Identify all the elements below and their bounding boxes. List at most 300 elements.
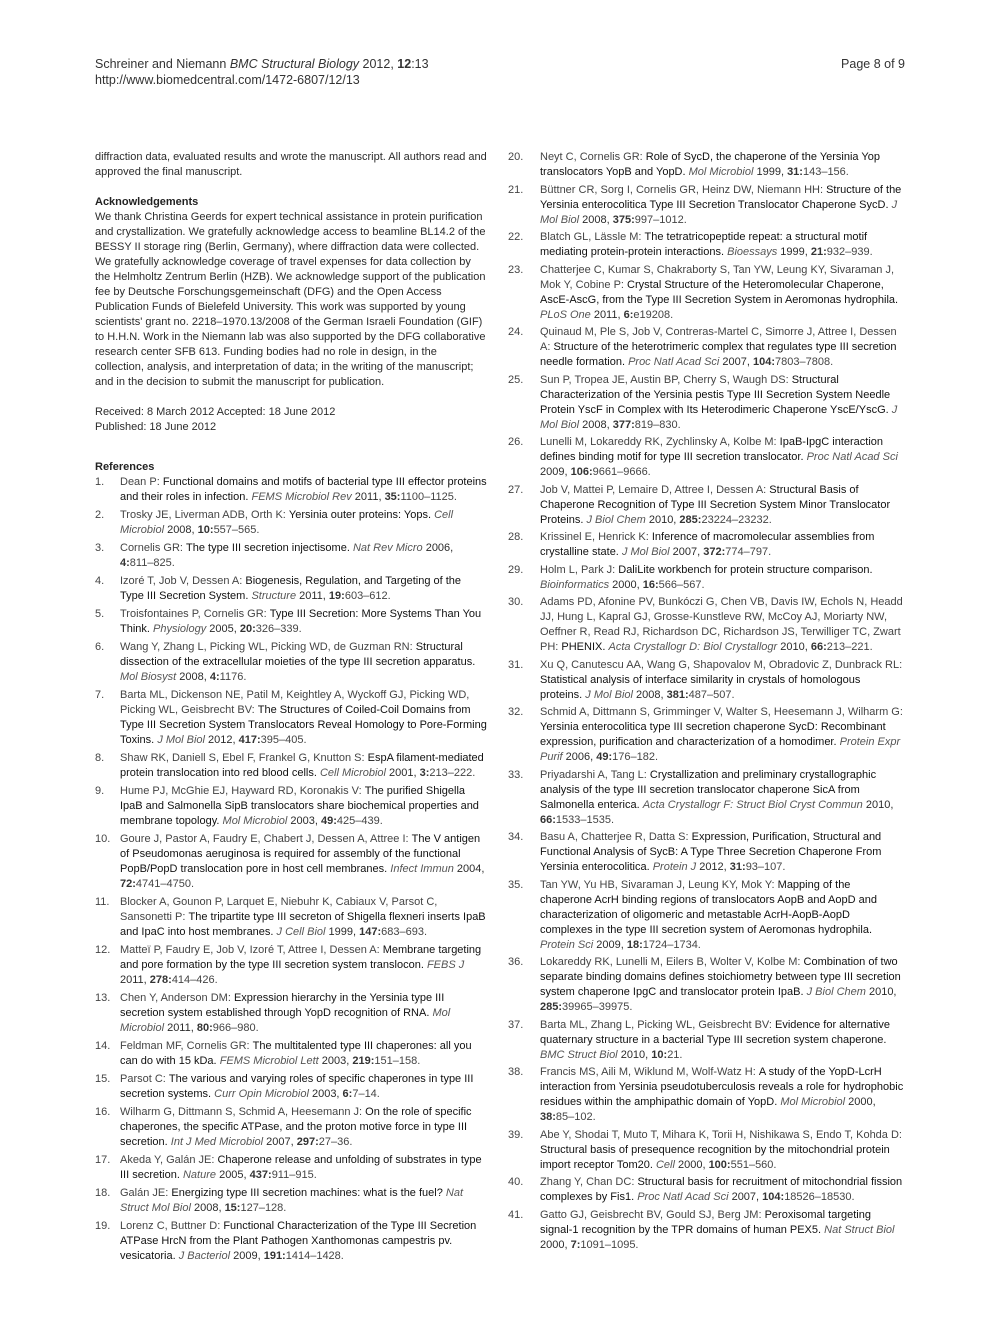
reference-title[interactable]: Type III Secretion: More Systems Than You Think. — [120, 608, 482, 635]
reference-authors: Zhang Y, Chan DC: — [540, 1176, 638, 1188]
reference-volume: 381: — [666, 688, 689, 701]
reference-year: 2003, — [287, 815, 321, 827]
reference-pages: 151–158. — [374, 1055, 421, 1067]
reference-title[interactable]: The tetratricopeptide repeat: a structural motif mediating protein-protein interactions. — [540, 231, 868, 258]
reference-journal: Nat Rev Micro — [352, 542, 423, 554]
reference-journal: J Cell Biol — [276, 926, 326, 938]
reference-year: 2000, — [674, 1158, 709, 1171]
reference-number: 13. — [95, 992, 111, 1004]
reference-pages: 557–565. — [213, 524, 260, 536]
reference-title[interactable]: Statistical analysis of interface similarity in crystals of homologous proteins. — [540, 673, 861, 701]
reference-year: 2006, — [562, 751, 597, 763]
reference-title[interactable]: The multitalented type III chaperones: all you can do with 15 kDa. — [120, 1040, 472, 1067]
reference-number: 12. — [95, 944, 111, 956]
reference-journal: FEBS J — [426, 959, 465, 971]
reference-item — [508, 373, 905, 433]
reference-item — [508, 1018, 905, 1063]
reference-item — [95, 1105, 487, 1150]
reference-journal: J Biol Chem — [806, 986, 866, 998]
reference-volume: 21: — [810, 246, 827, 258]
reference-item — [508, 150, 905, 180]
reference-item — [508, 705, 905, 765]
reference-volume: 6: — [623, 308, 634, 321]
reference-year: 2011, — [351, 491, 385, 503]
reference-year: 2003, — [318, 1055, 353, 1067]
reference-title[interactable]: Crystal Structure of the Heteromolecular Chaperone, AscE-AscG, from the Type III Secretion System in Aeromonas hydrophila. — [540, 278, 899, 306]
reference-number: 23. — [508, 263, 524, 276]
reference-year: 2012, — [205, 734, 239, 746]
reference-volume: 3: — [419, 767, 430, 779]
reference-number: 38. — [508, 1066, 524, 1078]
reference-year: 2000, — [609, 578, 643, 591]
reference-pages: 774–797. — [725, 546, 772, 558]
reference-title[interactable]: EspA filament-mediated protein translocation into red blood cells. — [120, 752, 484, 779]
received-accepted: Received: 8 March 2012 Accepted: 18 June 2012 — [95, 406, 336, 418]
reference-volume: 35: — [384, 491, 401, 503]
reference-title[interactable]: Structural Characterization of the Yersinia pestis Type III Secretion System Needle Protein YscF in Complex with Its Heterodimeric Chaperone YscE/YscG. — [540, 373, 891, 416]
reference-item — [508, 483, 905, 528]
reference-volume: 4: — [120, 557, 130, 569]
reference-item — [508, 435, 905, 480]
header-issue: :13 — [411, 57, 429, 71]
reference-title[interactable]: IpaB-IpgC interaction defines binding motif for type III secretion translocator. — [540, 436, 884, 463]
reference-item — [508, 768, 905, 828]
reference-journal: Acta Crystallogr F: Struct Biol Cryst Commun — [642, 798, 863, 811]
reference-year: 2010, — [645, 513, 680, 526]
reference-year: 1999, — [753, 166, 788, 178]
reference-number: 3. — [95, 542, 105, 554]
reference-year: 2008, — [632, 688, 667, 701]
reference-year: 2011, — [164, 1022, 197, 1034]
reference-item — [508, 830, 905, 875]
reference-item — [95, 574, 487, 604]
reference-volume: 191: — [263, 1250, 286, 1262]
reference-number: 28. — [508, 531, 524, 543]
reference-title[interactable]: Mapping of the chaperone AcrH binding regions of translocators AopB and AopD and characterization of oligomeric and metastable AcrH-AopB-AopD complexes in the type III secretion system of Aeromonas hydrophila. — [540, 878, 877, 936]
reference-title[interactable]: Biogenesis, Regulation, and Targeting of the Type III Secretion System. — [120, 575, 462, 602]
reference-journal: FEMS Microbiol Rev — [251, 491, 352, 503]
reference-journal: Nat Struct Biol — [824, 1223, 895, 1236]
reference-item — [508, 878, 905, 953]
reference-number: 4. — [95, 575, 105, 587]
reference-authors: Gatto GJ, Geisbrecht BV, Gould SJ, Berg JM: — [540, 1208, 765, 1221]
reference-item — [508, 658, 905, 703]
reference-authors: Schmid A, Dittmann S, Grimminger V, Walter S, Heesemann J, Wilharm G: — [540, 706, 903, 718]
reference-number: 30. — [508, 596, 524, 608]
reference-volume: 219: — [352, 1055, 375, 1067]
reference-title[interactable]: Structural basis for recruitment of mitochondrial fission complexes by Fis1. — [540, 1176, 903, 1203]
header-citation — [95, 56, 429, 88]
reference-pages: 395–405. — [260, 734, 307, 746]
reference-pages: e19208. — [633, 308, 674, 321]
reference-authors: Cornelis GR: — [120, 542, 187, 554]
reference-authors: Hume PJ, McGhie EJ, Hayward RD, Koronakis V: — [120, 785, 365, 797]
reference-title[interactable]: Crystallization and preliminary crystallographic analysis of the type III secretion translocator chaperone SicA from Salmonella enterica. — [540, 768, 877, 811]
reference-title[interactable]: Expression hierarchy in the Yersinia type III secretion system established through YopD recognition of RNA. — [120, 992, 445, 1019]
header-authors: Schreiner and Niemann — [95, 57, 227, 71]
references-heading: References — [95, 461, 155, 473]
reference-authors: Blocker A, Gounon P, Larquet E, Niebuhr K, Cabiaux V, Parsot C, Sansonetti P: — [120, 896, 438, 923]
reference-title[interactable]: Energizing type III secretion machines: what is the fuel? — [171, 1187, 443, 1199]
reference-authors: Barta ML, Dickenson NE, Patil M, Keightley A, Wyckoff GJ, Picking WD, Picking WL, Geisbrecht BV: — [120, 689, 470, 716]
reference-journal: Infect Immun — [390, 863, 454, 875]
reference-journal: Mol Microbiol — [222, 815, 288, 827]
reference-number: 9. — [95, 785, 105, 797]
reference-journal: Mol Biosyst — [120, 671, 177, 683]
reference-year: 2008, — [579, 213, 613, 226]
reference-number: 34. — [508, 831, 524, 843]
reference-year: 2012, — [696, 861, 730, 873]
reference-number: 20. — [508, 151, 524, 163]
reference-year: 2010, — [865, 986, 897, 998]
reference-number: 32. — [508, 706, 524, 718]
reference-pages: 1091–1095. — [580, 1238, 639, 1251]
reference-number: 26. — [508, 436, 524, 448]
reference-year: 2000, — [845, 1096, 876, 1108]
reference-pages: 603–612. — [344, 590, 391, 602]
reference-journal: Bioessays — [727, 246, 778, 258]
reference-year: 2007, — [728, 1191, 763, 1203]
reference-journal: J Mol Biol — [540, 198, 898, 226]
reference-year: 2011, — [120, 974, 150, 986]
reference-pages: 487–507. — [688, 688, 735, 701]
reference-item — [508, 595, 905, 655]
acknowledgements-heading: Acknowledgements — [95, 196, 199, 208]
reference-year: 1999, — [777, 246, 811, 258]
reference-authors: Blatch GL, Lässle M: — [540, 231, 645, 243]
reference-authors: Krissinel E, Henrick K: — [540, 531, 652, 543]
reference-title[interactable]: The type III secretion injectisome. — [186, 542, 350, 554]
reference-year: 2009, — [540, 466, 571, 478]
reference-journal: PLoS One — [540, 308, 591, 321]
reference-authors: Goure J, Pastor A, Faudry E, Chabert J, Dessen A, Attree I: — [120, 833, 412, 845]
reference-pages: 7–14. — [352, 1088, 380, 1100]
reference-authors: Neyt C, Cornelis GR: — [540, 151, 646, 163]
reference-authors: Matteï P, Faudry E, Job V, Izoré T, Attree I, Dessen A: — [120, 944, 383, 956]
reference-item — [508, 230, 905, 260]
reference-year: 2008, — [176, 671, 210, 683]
reference-journal: Protein J — [652, 861, 697, 873]
reference-item — [508, 1175, 905, 1205]
reference-item — [95, 541, 487, 571]
reference-pages: 213–222. — [429, 767, 476, 779]
reference-journal: Int J Med Microbiol — [170, 1136, 264, 1148]
reference-journal: Protein Sci — [540, 938, 594, 951]
reference-number: 22. — [508, 231, 524, 243]
reference-authors: Xu Q, Canutescu AA, Wang G, Shapovalov M, Obradovic Z, Dunbrack RL: — [540, 658, 903, 671]
reference-journal: Mol Microbiol — [120, 1007, 451, 1034]
reference-year: 2008, — [190, 1202, 225, 1214]
reference-journal: Mol Microbiol — [780, 1096, 846, 1108]
reference-number: 18. — [95, 1187, 111, 1199]
reference-title[interactable]: The various and varying roles of specific chaperones in type III secretion systems. — [120, 1073, 474, 1100]
reference-number: 37. — [508, 1018, 524, 1031]
reference-number: 17. — [95, 1154, 111, 1166]
reference-volume: 6: — [342, 1088, 353, 1100]
reference-pages: 39965–39975. — [562, 1001, 633, 1013]
reference-number: 8. — [95, 752, 105, 764]
reference-title[interactable]: Yersinia outer proteins: Yops. — [288, 509, 432, 521]
reference-item — [508, 1065, 905, 1125]
reference-title[interactable]: Membrane targeting and pore formation by the type III secretion system translocon. — [120, 944, 482, 971]
reference-year: 2009, — [593, 938, 627, 951]
reference-pages: 997–1012. — [634, 213, 687, 226]
reference-volume: 437: — [249, 1169, 272, 1181]
reference-authors: Job V, Mattei P, Lemaire D, Attree I, Dessen A: — [540, 483, 770, 496]
reference-journal: J Mol Biol — [540, 403, 898, 431]
reference-item — [95, 1153, 487, 1183]
reference-journal: J Bacteriol — [178, 1250, 231, 1262]
reference-number: 5. — [95, 608, 105, 620]
reference-pages: 932–939. — [826, 246, 873, 258]
reference-pages: 1176. — [219, 671, 247, 683]
reference-title[interactable]: Combination of two separate binding domains defines stoichiometry between type III secretion system chaperone IpgC and translocator protein IpaB. — [540, 956, 901, 998]
reference-volume: 38: — [540, 1111, 556, 1123]
reference-pages: 966–980. — [212, 1022, 259, 1034]
page-number: Page 8 of 9 — [841, 57, 905, 71]
reference-title[interactable]: On the role of specific chaperones, the specific ATPase, and the proton motive force in type III secretion. — [120, 1106, 472, 1148]
reference-authors: Chen Y, Anderson DM: — [120, 992, 234, 1004]
reference-item — [508, 955, 905, 1015]
reference-volume: 31: — [787, 166, 803, 178]
reference-year: 2006, — [422, 542, 454, 554]
header-journal: BMC Structural Biology — [229, 57, 360, 71]
reference-authors: Lokareddy RK, Lunelli M, Eilers B, Wolter V, Kolbe M: — [540, 956, 804, 968]
reference-authors: Büttner CR, Sorg I, Cornelis GR, Heinz DW, Niemann HH: — [540, 183, 827, 196]
reference-title[interactable]: The V antigen of Pseudomonas aeruginosa is required for assembly of the functional PopB/PopD translocation pore in host cell membranes. — [120, 833, 481, 875]
reference-year: 2007, — [669, 546, 704, 558]
reference-pages: 683–693. — [381, 926, 428, 938]
reference-journal: Physiology — [153, 623, 207, 635]
reference-journal: Proc Natl Acad Sci — [806, 451, 898, 463]
reference-pages: 425–439. — [336, 815, 383, 827]
reference-pages: 18526–18530. — [784, 1191, 855, 1203]
reference-year: 1999, — [325, 926, 360, 938]
reference-authors: Trosky JE, Liverman ADB, Orth K: — [120, 509, 289, 521]
left-column — [95, 150, 487, 1267]
reference-item — [508, 563, 905, 593]
reference-number: 39. — [508, 1128, 524, 1141]
reference-number: 31. — [508, 658, 524, 671]
reference-pages: 21. — [667, 1048, 683, 1061]
reference-number: 6. — [95, 641, 105, 653]
reference-authors: Quinaud M, Ple S, Job V, Contreras-Martel C, Simorre J, Attree I, Dessen A: — [540, 326, 897, 353]
reference-authors: Tan YW, Yu HB, Sivaraman J, Leung KY, Mok Y: — [540, 878, 778, 891]
reference-pages: 1724–1734. — [642, 938, 701, 951]
reference-volume: 285: — [540, 1001, 563, 1013]
reference-authors: Adams PD, Afonine PV, Bunkóczi G, Chen VB, Davis IW, Echols N, Headd JJ, Hung L, Kapral GJ, Grosse-Kunstleve RW, McCoy AJ, Moriarty NW, Oeffner R, Read RJ, Richardson DC, Richardson JS, Terwilliger TC, Zwart PH: — [540, 596, 903, 653]
reference-number: 1. — [95, 476, 105, 488]
reference-authors: Dean P: — [120, 476, 163, 488]
reference-item — [95, 508, 487, 538]
header-year: 2012, — [362, 57, 394, 71]
reference-pages: 127–128. — [240, 1202, 287, 1214]
reference-authors: Lunelli M, Lokareddy RK, Zychlinsky A, Kolbe M: — [540, 436, 780, 448]
reference-pages: 85–102. — [555, 1111, 596, 1123]
reference-item — [95, 1186, 487, 1216]
reference-title[interactable]: Evidence for alternative quaternary structure in a bacterial Type III secretion system chaperone. — [540, 1018, 890, 1046]
reference-title[interactable]: DaliLite workbench for protein structure comparison. — [618, 563, 873, 576]
reference-title[interactable]: Structure of the heterotrimeric complex that regulates type III secretion needle formation. — [540, 341, 897, 368]
reference-item — [95, 751, 487, 781]
reference-title[interactable]: Role of SycD, the chaperone of the Yersinia Yop translocators YopB and YopD. — [540, 151, 880, 178]
reference-volume: 147: — [359, 926, 382, 938]
reference-item — [508, 325, 905, 370]
reference-year: 2009, — [230, 1250, 264, 1262]
reference-number: 24. — [508, 326, 524, 338]
reference-year: 2007, — [719, 356, 753, 368]
reference-number: 36. — [508, 956, 524, 968]
reference-title[interactable]: Peroxisomal targeting signal-1 recognition by the TPR domains of human PEX5. — [540, 1208, 871, 1236]
reference-volume: 10: — [197, 524, 214, 536]
reference-authors: Holm L, Park J: — [540, 563, 619, 576]
reference-item — [95, 688, 487, 748]
reference-authors: Chatterjee C, Kumar S, Chakraborty S, Tan YW, Leung KY, Sivaraman J, Mok Y, Cobine P: — [540, 263, 895, 291]
reference-item — [508, 530, 905, 560]
reference-pages: 1414–1428. — [285, 1250, 344, 1262]
reference-title[interactable]: Structural basis of presequence recognition by the mitochondrial protein import receptor Tom20. — [540, 1143, 890, 1171]
reference-volume: 377: — [612, 418, 635, 431]
reference-number: 41. — [508, 1208, 524, 1221]
reference-pages: 819–830. — [634, 418, 681, 431]
reference-journal: BMC Struct Biol — [540, 1048, 618, 1061]
reference-number: 40. — [508, 1176, 524, 1188]
reference-journal: Protein Expr Purif — [540, 736, 901, 763]
reference-item — [95, 895, 487, 940]
reference-journal: Bioinformatics — [540, 578, 610, 591]
reference-journal: Proc Natl Acad Sci — [628, 356, 720, 368]
reference-volume: 297: — [296, 1136, 319, 1148]
reference-pages: 27–36. — [318, 1136, 353, 1148]
reference-number: 11. — [95, 896, 110, 908]
reference-authors: Basu A, Chatterjee R, Datta S: — [540, 831, 692, 843]
reference-number: 10. — [95, 833, 111, 845]
reference-authors: Parsot C: — [120, 1073, 169, 1085]
reference-title[interactable]: The Structures of Coiled-Coil Domains from Type III Secretion System Translocators Reveal Homology to Pore-Forming Toxins. — [120, 704, 487, 746]
reference-title[interactable]: PHENIX. — [561, 641, 606, 653]
reference-authors: Izoré T, Job V, Dessen A: — [120, 575, 246, 587]
reference-number: 16. — [95, 1106, 111, 1118]
reference-item — [508, 1208, 905, 1253]
reference-authors: Troisfontaines P, Cornelis GR: — [120, 608, 270, 620]
reference-journal: FEMS Microbiol Lett — [219, 1055, 319, 1067]
reference-authors: Shaw RK, Daniell S, Ebel F, Frankel G, Knutton S: — [120, 752, 368, 764]
reference-pages: 326–339. — [255, 623, 302, 635]
reference-title[interactable]: Inference of macromolecular assemblies from crystalline state. — [540, 531, 875, 558]
reference-authors: Francis MS, Aili M, Wiklund M, Wolf-Watz H: — [540, 1066, 759, 1078]
reference-authors: Priyadarshi A, Tang L: — [540, 768, 650, 781]
reference-year: 2005, — [206, 623, 240, 635]
reference-volume: 72: — [120, 878, 136, 890]
reference-year: 2011, — [296, 590, 329, 602]
reference-item — [95, 1039, 487, 1069]
reference-authors: Wang Y, Zhang L, Picking WL, Picking WD, de Guzman RN: — [120, 641, 416, 653]
reference-volume: 31: — [729, 861, 746, 873]
reference-pages: 1100–1125. — [400, 491, 457, 503]
reference-authors: Wilharm G, Dittmann S, Schmid A, Heesemann J: — [120, 1106, 366, 1118]
reference-authors: Lorenz C, Buttner D: — [120, 1220, 224, 1232]
reference-journal: Cell Microbiol — [120, 509, 454, 536]
reference-journal: Acta Crystallogr D: Biol Crystallogr — [608, 641, 778, 653]
reference-volume: 417: — [238, 734, 261, 746]
reference-volume: 4: — [209, 671, 220, 683]
reference-title[interactable]: Yersinia enterocolitica type III secretion chaperone SycD: Recombinant expression, purification and characterization of a homodimer. — [540, 721, 886, 748]
reference-item — [95, 943, 487, 988]
reference-item — [95, 640, 487, 685]
reference-pages: 811–825. — [129, 557, 175, 569]
reference-volume: 19: — [328, 590, 345, 602]
reference-pages: 93–107. — [745, 861, 786, 873]
reference-journal: Curr Opin Microbiol — [214, 1088, 309, 1100]
reference-journal: J Mol Biol — [157, 734, 205, 746]
reference-pages: 551–560. — [730, 1158, 777, 1171]
reference-title[interactable]: The purified Shigella IpaB and Salmonella SipB translocators share biochemical properties and membrane topology. — [120, 785, 479, 827]
reference-number: 15. — [95, 1073, 111, 1085]
reference-year: 2004, — [453, 863, 485, 875]
reference-volume: 285: — [679, 513, 702, 526]
reference-volume: 372: — [703, 546, 726, 558]
reference-volume: 10: — [651, 1048, 668, 1061]
reference-title[interactable]: Structural Basis of Chaperone Recognition of Type III Secretion System Minor Translocator Proteins. — [540, 483, 891, 526]
right-column — [508, 150, 905, 1255]
reference-year: 2005, — [216, 1169, 250, 1181]
reference-title[interactable]: Functional Characterization of the Type III Secretion ATPase HrcN from the Plant Pathogen Xanthomonas campestris pv. vesicatoria. — [120, 1220, 477, 1262]
reference-list-right — [508, 150, 905, 1253]
reference-number: 35. — [508, 878, 524, 891]
reference-title[interactable]: Expression, Purification, Structural and Functional Analysis of SycB: A Type Three Secretion Chaperone From Yersinia enterocolitica. — [540, 831, 882, 873]
reference-title[interactable]: A study of the YopD-LcrH interaction from Yersinia pseudotuberculosis reveals a role for hydrophobic residues within the amphipathic domain of YopD. — [540, 1066, 904, 1108]
reference-authors: Abe Y, Shodai T, Muto T, Mihara K, Torii H, Nishikawa S, Endo T, Kohda D: — [540, 1128, 902, 1141]
reference-title[interactable]: Functional domains and motifs of bacterial type III effector proteins and their roles in infection. — [120, 476, 487, 503]
reference-authors: Galán JE: — [120, 1187, 172, 1199]
reference-item — [95, 1072, 487, 1102]
reference-volume: 104: — [753, 356, 776, 368]
reference-journal: J Biol Chem — [586, 513, 646, 526]
reference-pages: 213–221. — [826, 641, 873, 653]
reference-year: 2011, — [590, 308, 624, 321]
reference-pages: 4741–4750. — [135, 878, 195, 890]
reference-volume: 80: — [196, 1022, 213, 1034]
reference-title[interactable]: The tripartite type III secreton of Shigella flexneri inserts IpaB and IpaC into host membranes. — [120, 911, 486, 938]
reference-number: 7. — [95, 689, 105, 701]
reference-year: 2000, — [540, 1238, 571, 1251]
reference-year: 2007, — [263, 1136, 297, 1148]
reference-item — [508, 263, 905, 323]
reference-title[interactable]: Structural dissection of the extracellular moieties of the type III secretion apparatus. — [120, 641, 476, 668]
reference-item — [508, 1128, 905, 1173]
reference-number: 29. — [508, 563, 524, 576]
reference-journal: Nat Struct Mol Biol — [120, 1187, 464, 1214]
reference-year: 2010, — [862, 798, 894, 811]
reference-authors: Feldman MF, Cornelis GR: — [120, 1040, 253, 1052]
reference-number: 14. — [95, 1040, 111, 1052]
reference-title[interactable]: Chaperone release and unfolding of substrates in type III secretion. — [120, 1154, 482, 1181]
reference-title[interactable]: Structure of the Yersinia enterocolitica Type III Secretion Translocator Chaperone SycD. — [540, 183, 902, 211]
header-url[interactable]: http://www.biomedcentral.com/1472-6807/12/13 — [95, 73, 360, 87]
acknowledgements-body: We thank Christina Geerds for expert technical assistance in protein purification and crystallization. We gratefully acknowledge access to beamline BL14.2 of the BESSY II storage ring (Berlin, Germany), where diffraction data were collected. We gratefully acknowledge coverage of travel expenses for data collection by the Helmholtz Zentrum Berlin (HZB). We acknowledge support of the publication fee by Deutsche Forschungsgemeinschaft (DFG) and the Open Access Publication Funds of Bielefeld University. This work was supported by young scientists' grant no. 2218–1970.13/2008 of the German Israeli Foundation (GIF) to H.H.N. Work in the Niemann lab was also supported by the DFG collaborative research center SFB 613. Funding bodies had no role in design, in the collection, analysis, and interpretation of data; in the writing of the manuscript; and in the decision to submit the manuscript for publication. — [95, 211, 486, 388]
reference-pages: 566–567. — [658, 578, 705, 591]
reference-volume: 18: — [626, 938, 643, 951]
reference-number: 33. — [508, 768, 524, 781]
reference-pages: 9661–9666. — [592, 466, 651, 478]
reference-list-left — [95, 475, 487, 1264]
reference-item — [508, 183, 905, 228]
reference-volume: 7: — [570, 1238, 581, 1251]
reference-number: 19. — [95, 1220, 111, 1232]
reference-volume: 104: — [762, 1191, 785, 1203]
reference-volume: 278: — [149, 974, 172, 986]
reference-pages: 143–156. — [802, 166, 849, 178]
